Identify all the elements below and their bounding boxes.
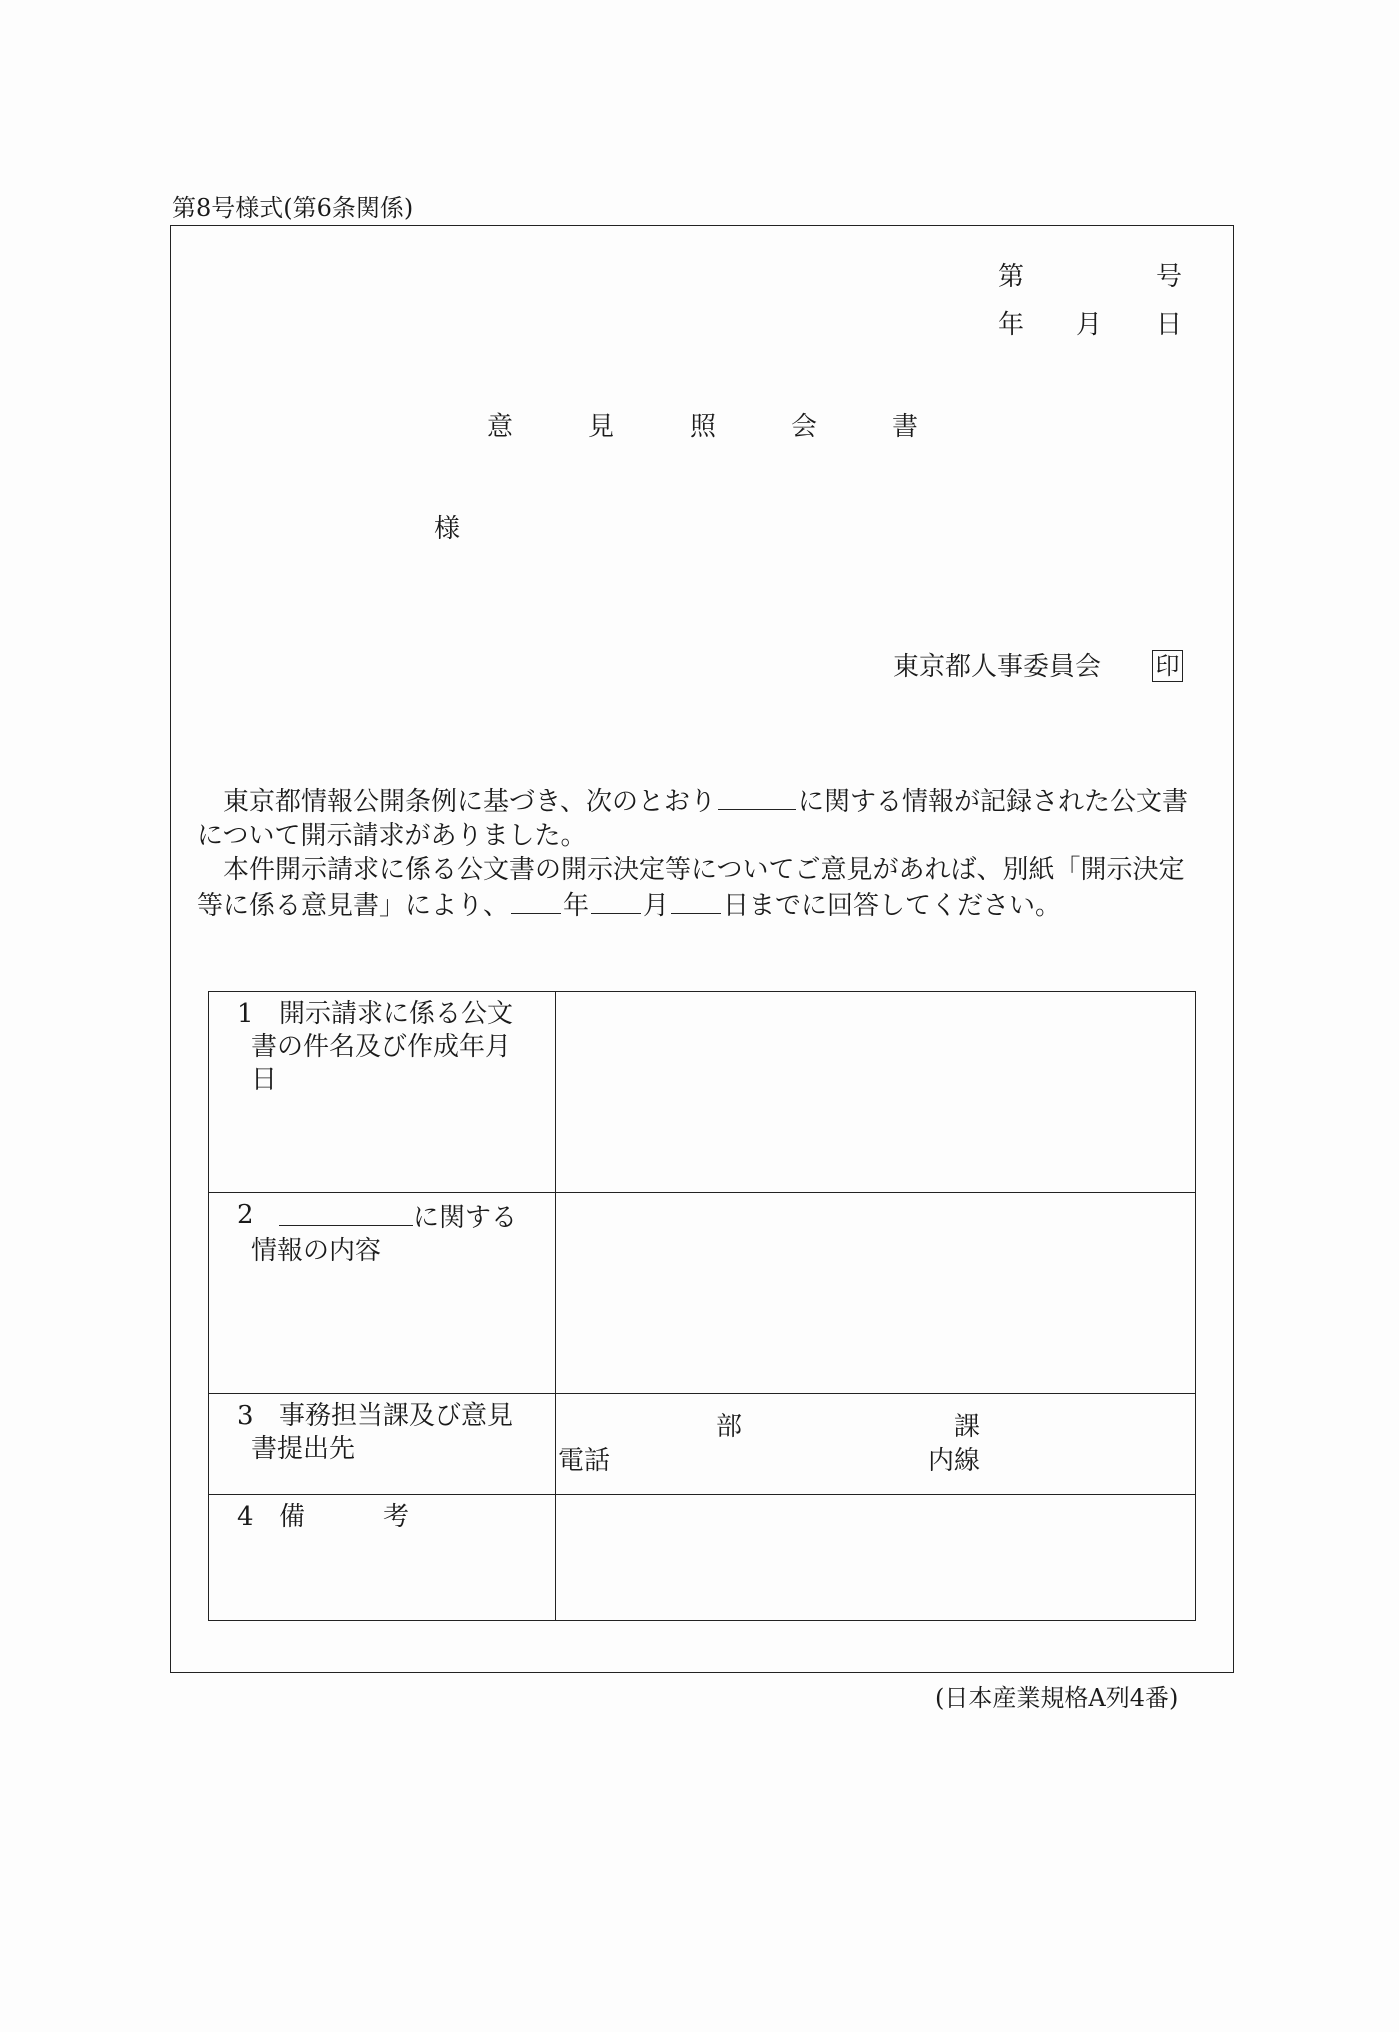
row4-value-field[interactable] — [556, 1495, 1196, 1621]
table-row-document-name — [209, 992, 1196, 1193]
sender-name: 東京都人事委員会 — [893, 652, 1102, 682]
row1-number: 1 — [237, 999, 254, 1029]
body-paragraph-2 — [197, 853, 1209, 887]
number-dai: 第 — [998, 262, 1025, 292]
body-paragraph-2-cont — [197, 887, 1209, 923]
number-go: 号 — [1156, 262, 1183, 292]
body-paragraph-1 — [197, 783, 1209, 819]
row3-number: 3 — [237, 1401, 254, 1431]
row1-label — [209, 992, 556, 1193]
seal-stamp-icon — [1152, 650, 1183, 682]
title-char-1: 意 — [487, 412, 514, 442]
row3-line1: 事務担当課及び意見 — [279, 1401, 514, 1431]
body-p2-tsuki: 月 — [643, 891, 670, 921]
table-row-remarks — [209, 1495, 1196, 1621]
addressee-sama: 様 — [434, 514, 461, 544]
table-row-contact — [209, 1394, 1196, 1495]
row1-line1: 開示請求に係る公文 — [279, 999, 514, 1029]
title-char-5: 書 — [892, 412, 919, 442]
body-text — [197, 783, 1209, 923]
seal-stamp-label: 印 — [1152, 650, 1183, 682]
body-p2-nen: 年 — [563, 891, 590, 921]
row4-number: 4 — [237, 1502, 254, 1532]
body-p2-a: 本件開示請求に係る公文書の開示決定等についてご意見があれば、別紙「開示決定 — [223, 855, 1185, 885]
blank-month — [591, 887, 641, 914]
row1-line2: 書の件名及び作成年月 — [251, 1032, 512, 1062]
body-p1-b: に関する情報が記録された公文書 — [797, 787, 1188, 817]
table-row-information — [209, 1193, 1196, 1394]
row4-label — [209, 1495, 556, 1621]
date-day: 日 — [1156, 310, 1183, 340]
blank-underline — [718, 783, 796, 810]
detail-table — [208, 991, 1196, 1621]
body-p2-c: 日までに回答してください。 — [723, 891, 1062, 921]
title-char-4: 会 — [791, 412, 818, 442]
body-p1-a: 東京都情報公開条例に基づき、次のとおり — [223, 787, 716, 817]
row4-label-b: 考 — [383, 1502, 410, 1532]
row2-line1-suffix: に関する — [413, 1203, 518, 1233]
paper-size-note: (日本産業規格A列4番) — [935, 1684, 1179, 1712]
row4-label-a: 備 — [279, 1502, 306, 1532]
row3-naisen: 内線 — [928, 1446, 981, 1476]
blank-year — [511, 887, 561, 914]
row1-line3: 日 — [251, 1065, 278, 1095]
title-char-3: 照 — [690, 412, 717, 442]
row2-value-field[interactable] — [556, 1193, 1196, 1394]
row2-blank-underline — [279, 1199, 413, 1226]
row2-line2: 情報の内容 — [251, 1236, 382, 1266]
row3-bu: 部 — [716, 1412, 743, 1442]
form-number: 第8号様式(第6条関係) — [172, 194, 414, 222]
row3-value-field[interactable] — [556, 1394, 1196, 1495]
body-p2-b: 等に係る意見書」により、 — [197, 891, 510, 921]
date-month: 月 — [1076, 310, 1103, 340]
row2-label — [209, 1193, 556, 1394]
body-paragraph-1-cont: について開示請求がありました。 — [197, 821, 587, 851]
row3-line2: 書提出先 — [251, 1434, 356, 1464]
date-year: 年 — [998, 310, 1025, 340]
blank-day — [671, 887, 721, 914]
row3-label — [209, 1394, 556, 1495]
row2-number: 2 — [237, 1200, 254, 1230]
row3-denwa: 電話 — [558, 1446, 611, 1476]
row3-ka: 課 — [954, 1412, 981, 1442]
row1-value-field[interactable] — [556, 992, 1196, 1193]
title-char-2: 見 — [588, 412, 615, 442]
